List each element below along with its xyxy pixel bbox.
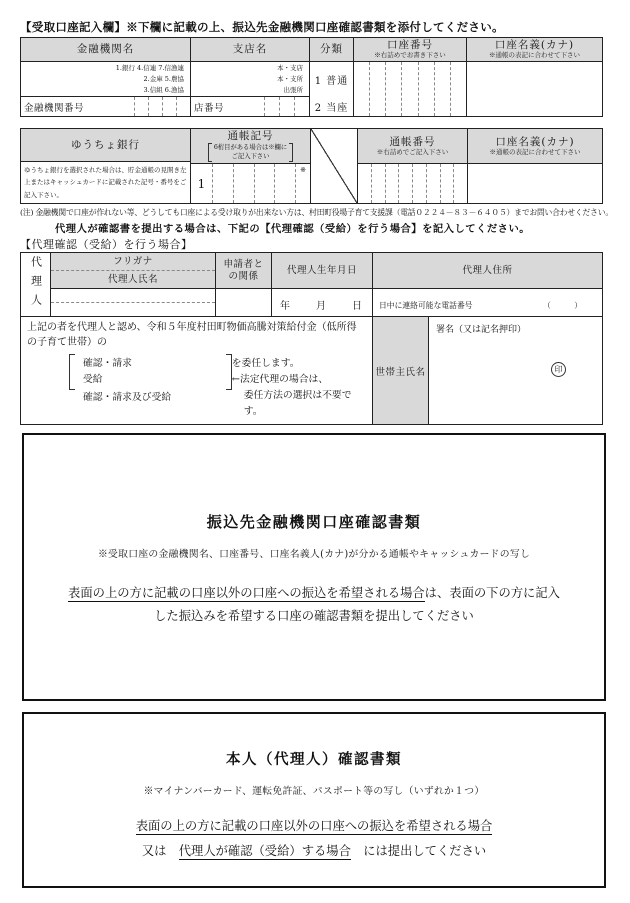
symbol-boxes[interactable]: [212, 164, 295, 203]
digit-box[interactable]: [212, 164, 233, 203]
yucho-bank-header: ゆうちょ銀行: [21, 129, 190, 162]
digit-box[interactable]: [294, 97, 309, 116]
digit-box[interactable]: [434, 62, 450, 116]
contact-note: (注) 金融機関で口座が作れない等、どうしても口座による受け取りが出来ない方は、村田町役場子育て支援課（電話０２２４－８３－６４０５）までお問い合わせください。: [20, 208, 613, 217]
institution-type-list: 1.銀行 4.信連 7.信漁連 2.金庫 5.農協 3.信組 6.漁協: [21, 62, 190, 98]
attachment-box2-line1: 表面の上の方に記載の口座以外の口座への振込を希望される場合: [135, 819, 493, 833]
digit-box[interactable]: [274, 164, 295, 203]
digit-box[interactable]: [418, 62, 434, 116]
furigana-header: フリガナ: [51, 253, 215, 271]
account-number-boxes[interactable]: [354, 62, 466, 116]
symbol-extra-cell[interactable]: ※: [295, 164, 310, 203]
household-head-label-cell: 世帯主氏名: [373, 317, 429, 424]
delegation-options-block: [69, 354, 366, 420]
passbook-number-header: 通帳番号 ※右詰めでご記入下さい: [358, 129, 467, 164]
proxy-name-header: 代理人氏名: [51, 271, 215, 289]
digit-box[interactable]: [358, 164, 371, 203]
branch-type-list: 本・支店 本・支所 出張所: [191, 62, 309, 98]
identity-confirmation-attachment-box: [22, 712, 606, 888]
daytime-phone-label: 日中に連絡可能な電話番号: [379, 301, 473, 310]
bank-account-table: [20, 37, 603, 117]
delegation-text-1: を委任します。: [231, 358, 300, 369]
digit-box[interactable]: [254, 164, 275, 203]
digit-box[interactable]: [440, 164, 454, 203]
symbol-bracket-note: 6桁目がある場合は※欄に ご記入下さい: [208, 143, 293, 162]
yucho-holder-input-area[interactable]: [468, 164, 602, 203]
yucho-bank-column: [21, 129, 191, 203]
birthdate-column: [272, 253, 373, 316]
digit-box[interactable]: [264, 97, 279, 116]
digit-box[interactable]: [134, 97, 148, 116]
furigana-input-row[interactable]: [51, 289, 215, 303]
institution-code-row: [21, 97, 190, 116]
digit-box[interactable]: [233, 164, 254, 203]
digit-box[interactable]: [453, 164, 467, 203]
category-column: [310, 38, 354, 116]
diagonal-line: [311, 129, 357, 203]
institution-header: 金融機関名: [21, 38, 190, 62]
holder-header: 口座名義(カナ) ※通帳の表記に合わせて下さい: [467, 38, 602, 62]
digit-box[interactable]: [148, 97, 162, 116]
digit-box[interactable]: [371, 164, 385, 203]
proxy-name-column: [51, 253, 216, 316]
signature-cell[interactable]: [429, 317, 602, 424]
digit-box[interactable]: [426, 164, 440, 203]
address-header: 代理人住所: [373, 253, 602, 289]
form-title: 【受取口座記入欄】※下欄に記載の上、振込先金融機関口座確認書類を添付してください。: [20, 20, 504, 34]
delegation-cell: [21, 317, 373, 424]
institution-code-label: 金融機関番号: [24, 102, 85, 114]
holder-input-area[interactable]: [467, 62, 602, 116]
proxy-name-input-row[interactable]: [51, 303, 215, 316]
yucho-description: ゆうちょ銀行を選択された場合は、貯金通帳の見開き左上またはキャッシュカードに記載された記号・番号をご記入下さい。: [24, 165, 187, 199]
phone-paren: （ ）: [543, 301, 582, 310]
proxy-table: [20, 252, 603, 425]
attachment-box1-paragraph: 表面の上の方に記載の口座以外の口座への振込を希望される場合は、表面の下の方に記入 した振込みを希望する口座の確認書類を提出してください: [68, 586, 560, 623]
attachment-box1-title: 振込先金融機関口座確認書類: [206, 513, 422, 531]
attachment-box2-note: ※マイナンバーカード、運転免許証、パスポート等の写し（いずれか１つ）: [143, 786, 485, 797]
relation-input-area[interactable]: [216, 289, 271, 316]
digit-box[interactable]: [176, 97, 190, 116]
proxy-side-label: 代理人: [29, 256, 43, 313]
institution-code-boxes[interactable]: [134, 97, 190, 116]
birthdate-header: 代理人生年月日: [272, 253, 372, 289]
delegation-intro: 上記の者を代理人と認め、令和５年度村田町物価高騰対策給付金（低所得の子育て世帯）の: [27, 322, 357, 348]
delegation-option-3[interactable]: 確認・請求及び受給: [83, 392, 172, 403]
institution-column: [21, 38, 191, 116]
passbook-number-column: [358, 129, 468, 203]
category-option-touza[interactable]: 2 当座: [314, 103, 349, 115]
holder-column: [467, 38, 602, 116]
right-bracket: [289, 143, 293, 162]
branch-code-row: [191, 97, 309, 116]
proxy-section-heading: 【代理確認（受給）を行う場合】: [20, 238, 193, 251]
digit-box[interactable]: [412, 164, 426, 203]
category-header: 分類: [310, 38, 353, 62]
digit-box[interactable]: [385, 164, 399, 203]
branch-column: [191, 38, 310, 116]
address-column: [373, 253, 602, 316]
category-option-futsuu[interactable]: 1 普通: [314, 75, 349, 87]
birthdate-input-area[interactable]: 年 月 日: [280, 301, 364, 312]
digit-box[interactable]: [354, 62, 369, 116]
digit-box[interactable]: [450, 62, 466, 116]
account-number-header: 口座番号 ※右詰めでお書き下さい: [354, 38, 466, 62]
account-number-column: [354, 38, 467, 116]
branch-code-label: 店番号: [194, 102, 225, 114]
attachment-box2-line2: 又は 代理人が確認（受給）する場合 には提出してください: [141, 844, 487, 858]
relation-header: 申請者との関係: [216, 253, 271, 289]
passbook-symbol-header: 通帳記号 6桁目がある場合は※欄に ご記入下さい: [191, 129, 310, 164]
bank-confirmation-attachment-box: [22, 433, 606, 701]
proxy-instruction-note: 代理人が確認書を提出する場合は、下記の【代理確認（受給）を行う場合】を記入してください。: [55, 223, 531, 235]
proxy-side-label-cell: [21, 253, 51, 316]
branch-header: 支店名: [191, 38, 309, 62]
yucho-holder-column: [468, 129, 602, 203]
yucho-table: [20, 128, 603, 204]
delegation-option-1[interactable]: 確認・請求: [83, 358, 132, 369]
signature-label: 署名（又は記名押印）: [436, 325, 527, 335]
delegation-option-2[interactable]: 受給: [83, 374, 103, 385]
symbol-fixed-digit: 1: [197, 176, 206, 191]
delegation-text-2: ←法定代理の場合は、: [231, 374, 329, 385]
yucho-holder-header: 口座名義(カナ) ※通帳の表記に合わせて下さい: [468, 129, 602, 164]
passbook-symbol-column: [191, 129, 311, 203]
digit-box[interactable]: [279, 97, 294, 116]
delegation-text-3: 委任方法の選択は不要です。: [243, 390, 352, 417]
digit-box[interactable]: [385, 62, 401, 116]
attachment-box2-title: 本人（代理人）確認書類: [226, 751, 402, 768]
digit-box[interactable]: [369, 62, 385, 116]
address-input-area[interactable]: [373, 289, 602, 316]
digit-box[interactable]: [398, 164, 412, 203]
seal-icon: 印: [551, 362, 566, 377]
branch-code-boxes[interactable]: [264, 97, 309, 116]
diagonal-separator-cell: [311, 129, 358, 203]
digit-box[interactable]: [401, 62, 417, 116]
relation-column: [216, 253, 272, 316]
attachment-box1-note: ※受取口座の金融機関名、口座番号、口座名義人(カナ)が分かる通帳やキャッシュカードの写し: [97, 549, 531, 560]
digit-box[interactable]: [162, 97, 176, 116]
passbook-number-boxes[interactable]: [358, 164, 467, 203]
